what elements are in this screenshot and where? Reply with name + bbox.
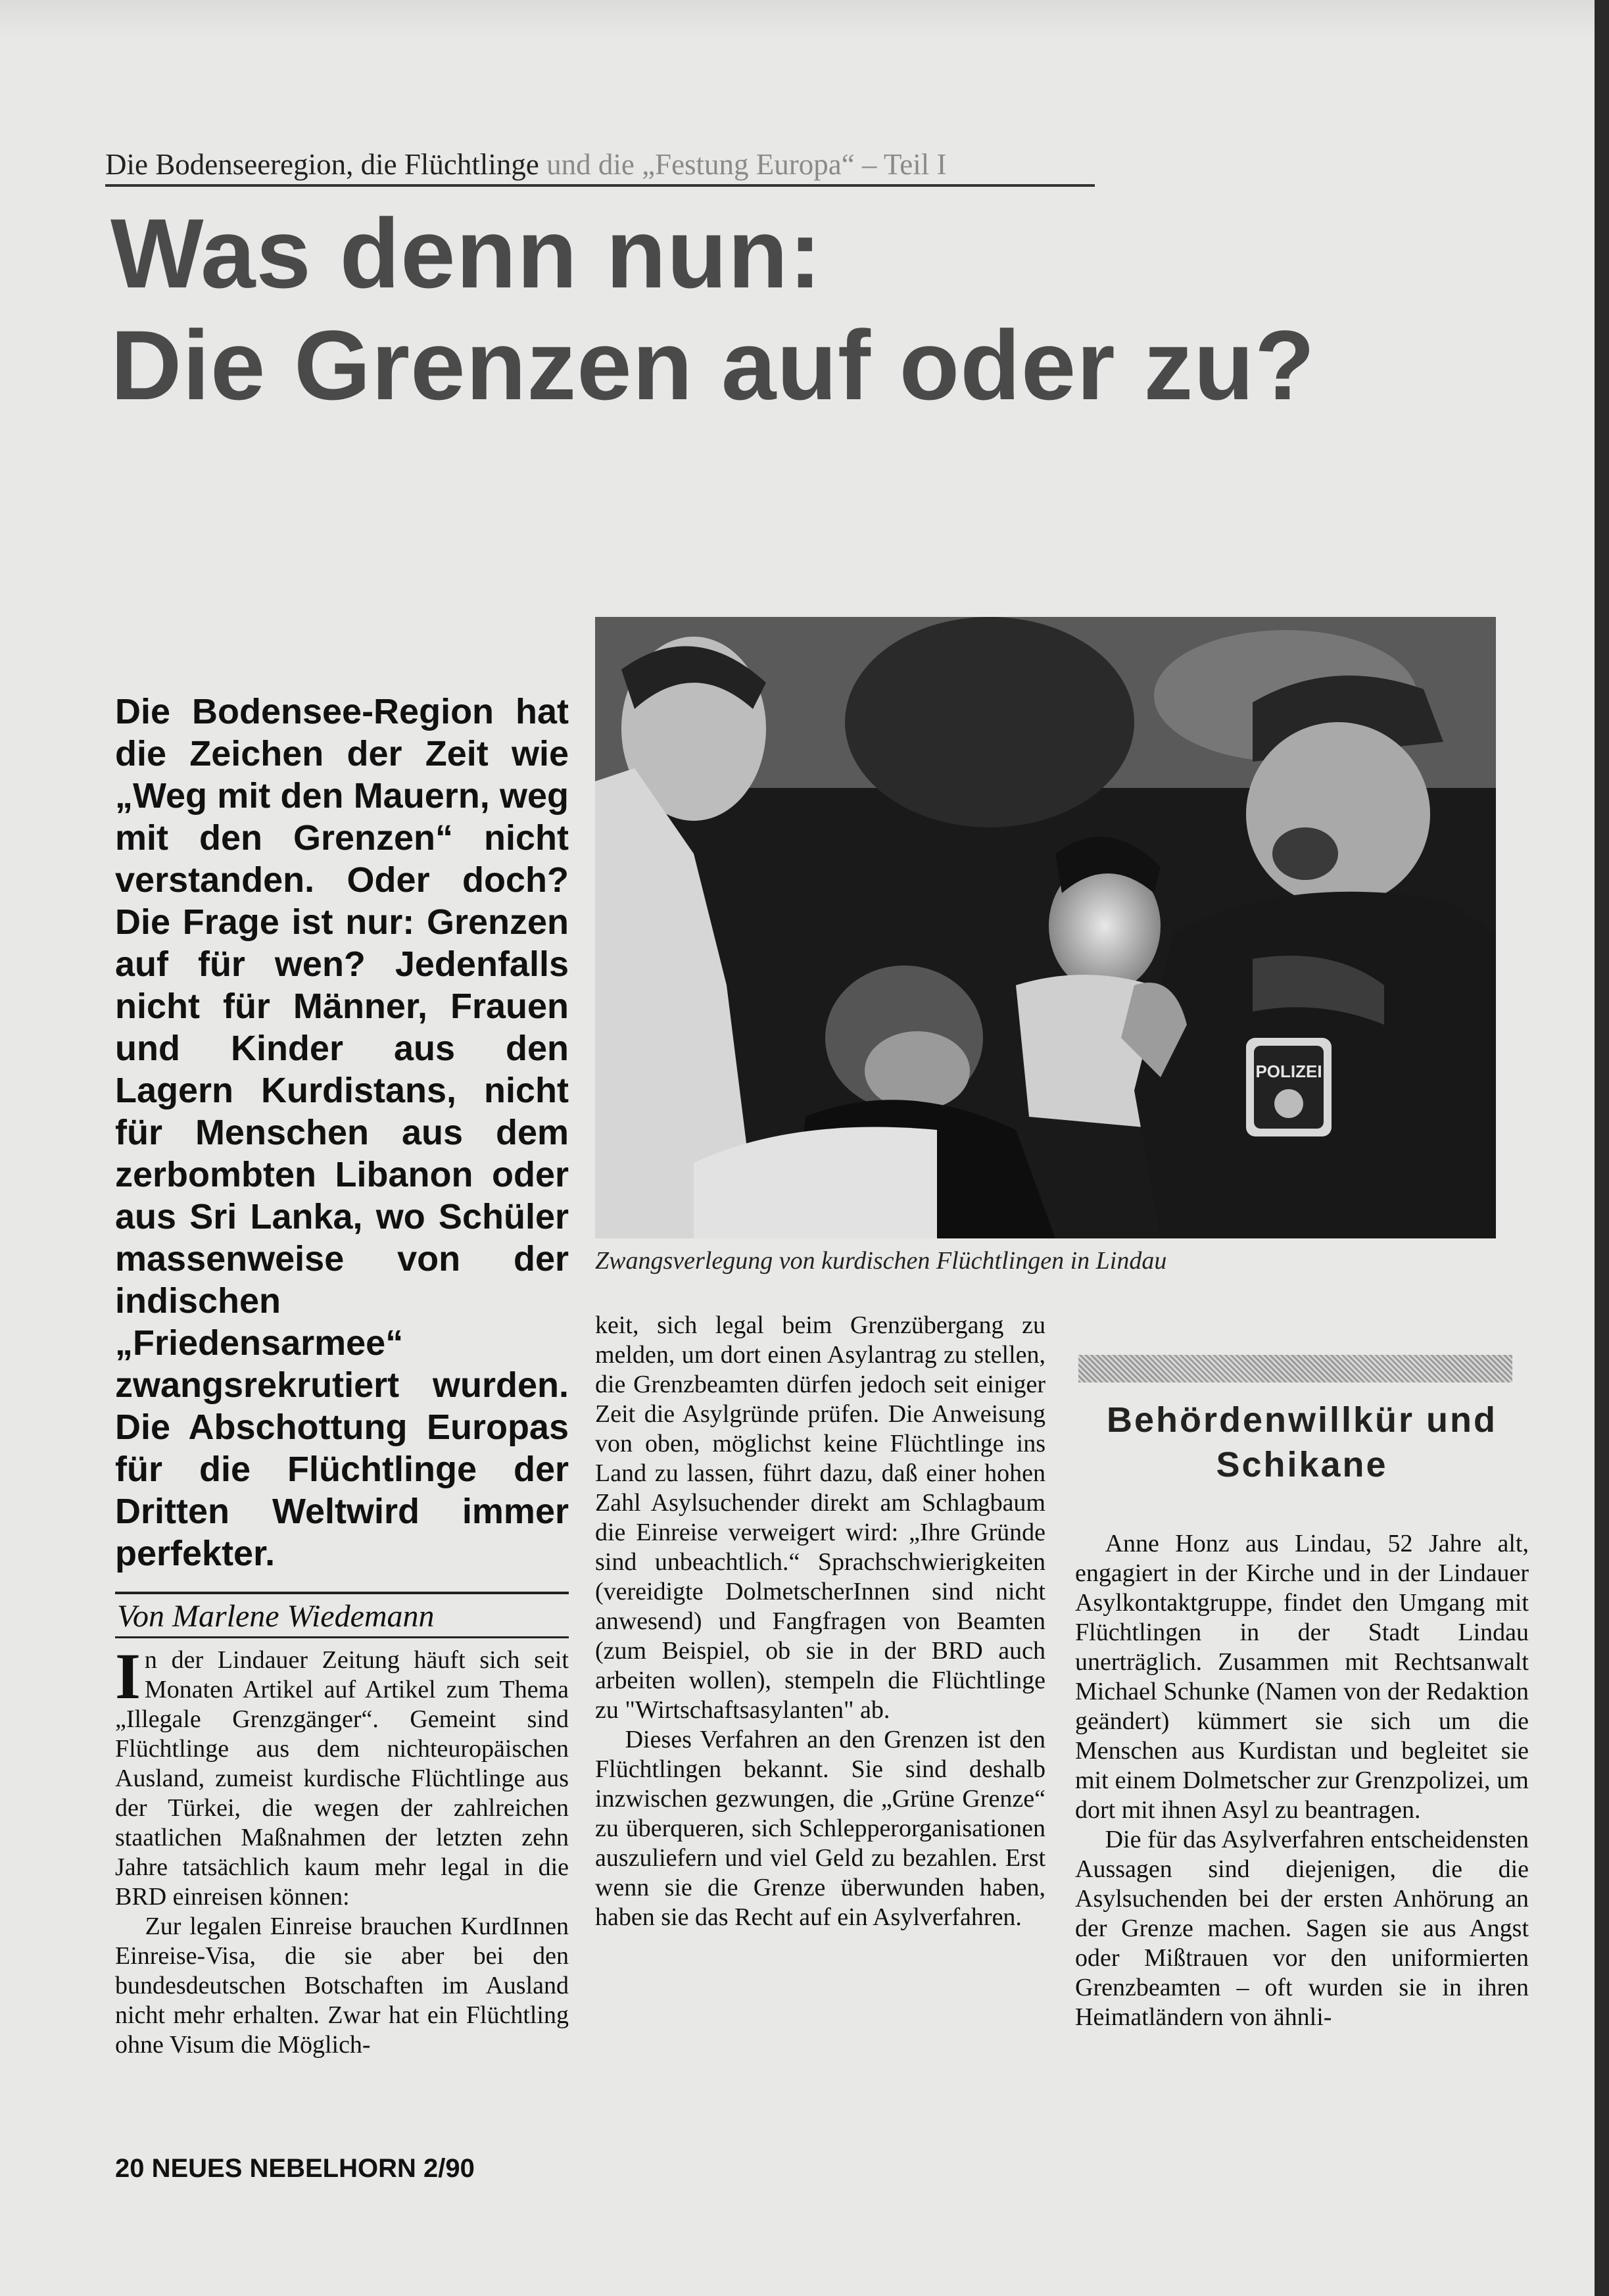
- headline-line-1: Was denn nun:: [110, 198, 823, 308]
- column-3: [1075, 1529, 1529, 2032]
- column-2-paragraph-1: keit, sich legal beim Grenzübergang zu melden, um dort einen Asylantrag zu stellen, die Grenzbeamten dürfen jedoch seit einiger Zeit die Asylgründe prüfen. Die Anweisung von oben, möglichst keine Flüchtlinge ins Land zu lassen, führt dazu, daß einer hohen Zahl Asylsuchender direkt am Schlagbaum die Einreise verweigert wird: „Ihre Gründe sind unbeachtlich.“ Sprachschwierigkeiten (vereidigte DolmetscherInnen sind nicht anwesend) und Fangfragen von Beamten (zum Beispiel, ob sie in der BRD auch arbeiten wollen), stempeln die Flüchtlinge zu "Wirtschaftsasylanten" ab.: [595, 1311, 1045, 1724]
- column-1-paragraph-1-text: n der Lindauer Zeitung häuft sich seit Monaten Artikel auf Artikel zum Thema „Illegale Grenzgänger“. Gemeint sind Flüchtlinge aus dem nichteuropäischen Ausland, zumeist kurdische Flüchtlinge aus der Türkei, die wegen der zahlreichen staatlichen Maßnahmen der letzten zehn Jahre tatsächlich kaum mehr legal in die BRD einreisen können:: [115, 1646, 569, 1911]
- headline: [110, 197, 1316, 421]
- column-2: [595, 1311, 1045, 1932]
- column-2-paragraph-2: Dieses Verfahren an den Grenzen ist den Flüchtlingen bekannt. Sie sind deshalb inzwischen gezwungen, die „Grüne Grenze“ zu überqueren, sich Schlepperorganisationen auszuliefern und viel Geld zu bezahlen. Erst wenn sie die Grenze überwunden haben, haben sie das Recht auf ein Asylverfahren.: [595, 1726, 1045, 1931]
- headline-line-2: Die Grenzen auf oder zu?: [110, 310, 1316, 420]
- kicker-faded: und die „Festung Europa“ – Teil I: [539, 148, 947, 181]
- drop-cap: I: [115, 1640, 141, 1713]
- column-3-paragraph-2: Die für das Asylverfahren entscheidensten Aussagen sind diejenigen, die die Asylsuchenden bei der ersten Anhörung an der Grenze machen. Sagen sie aus Angst oder Mißtrauen vor den uniformierten Grenzbeamten – oft wurden sie in ihren Heimatländern von ähnli-: [1075, 1826, 1529, 2031]
- column-3-paragraph-1: Anne Honz aus Lindau, 52 Jahre alt, engagiert in der Kirche und in der Lindauer Asylkontaktgruppe, findet den Umgang mit Flüchtlingen in der Stadt Lindau unerträglich. Zusammen mit Rechtsanwalt Michael Schunke (Namen von der Redaktion geändert) kümmert sie sich um die Menschen aus Kurdistan und begleitet sie mit einem Dolmetscher zur Grenzpolizei, um dort mit ihnen Asyl zu beantragen.: [1075, 1530, 1529, 1824]
- kicker-line: [105, 147, 1095, 187]
- page-footer: 20 NEUES NEBELHORN 2/90: [115, 2154, 475, 2183]
- subhead-decorative-bar: [1078, 1355, 1512, 1382]
- byline-rule-bottom: [115, 1636, 569, 1638]
- lead-paragraph: Die Bodensee-Region hat die Zeichen der Zeit wie „Weg mit den Mauern, weg mit den Grenzen“ nicht verstanden. Oder doch? Die Frage ist nur: Grenzen auf für wen? Jedenfalls nicht für Männer, Frauen und Kinder aus den Lagern Kurdistans, nicht für Menschen aus dem zerbombten Libanon oder aus Sri Lanka, wo Schüler massenweise von der indischen „Friedensarmee“ zwangsrekrutiert wurden. Die Abschottung Europas für die Flüchtlinge der Dritten Weltwird immer perfekter.: [115, 692, 569, 1573]
- photo-caption: Zwangsverlegung von kurdischen Flüchtlingen in Lindau: [595, 1247, 1167, 1275]
- section-subhead: Behördenwillkür und Schikane: [1106, 1400, 1498, 1484]
- news-photo: [595, 617, 1496, 1238]
- photo-illustration: [595, 617, 1496, 1238]
- byline: Von Marlene Wiedemann: [117, 1599, 435, 1634]
- police-badge-text: POLIZEI: [1255, 1062, 1322, 1081]
- kicker-main: Die Bodenseeregion, die Flüchtlinge: [105, 148, 539, 181]
- byline-rule-top: [115, 1592, 569, 1594]
- column-1: [115, 1640, 569, 2060]
- column-1-paragraph-1: [115, 1640, 569, 1912]
- column-1-paragraph-2: Zur legalen Einreise brauchen KurdInnen Einreise-Visa, die sie aber bei den bundesdeutschen Botschaften im Ausland nicht mehr erhalten. Zwar hat ein Flüchtling ohne Visum die Möglich-: [115, 1913, 569, 2059]
